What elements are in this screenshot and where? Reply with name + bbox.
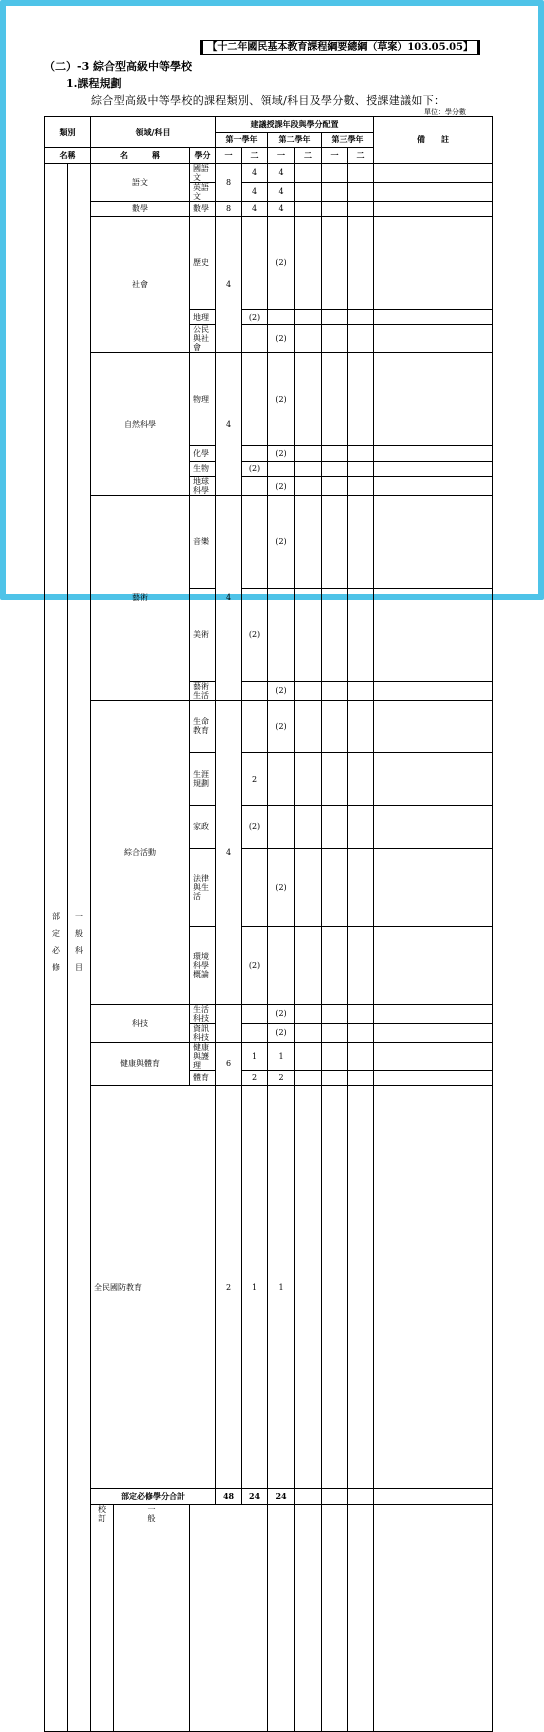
semester-cell: 2 [242, 753, 268, 806]
semester-cell: 2 [268, 1070, 295, 1086]
total-credits: 48 [216, 1489, 242, 1505]
unit-label: 單位：學分數 [424, 108, 466, 116]
semester-cell [268, 926, 295, 1004]
subject-cell: 歷史 [190, 217, 216, 310]
header-sem: 二 [242, 148, 268, 164]
semester-cell: (2) [268, 477, 295, 496]
domain-social: 社會 [91, 217, 190, 353]
category-school-general: 一般 [114, 1504, 190, 1731]
semester-cell: 4 [242, 163, 268, 182]
total-semester: 24 [242, 1489, 268, 1505]
document-header: 【十二年國民基本教育課程綱要總綱（草案）103.05.05】 [200, 40, 480, 55]
domain-arts: 藝術 [91, 496, 190, 701]
semester-cell: (2) [268, 700, 295, 753]
semester-cell: 4 [242, 182, 268, 201]
subject-cell: 地理 [190, 309, 216, 325]
subject-cell: 英語文 [190, 182, 216, 201]
subject-cell: 體育 [190, 1070, 216, 1086]
header-sem: 一 [322, 148, 348, 164]
credits-cell: 4 [216, 353, 242, 496]
semester-cell: (2) [242, 461, 268, 477]
semester-cell: (2) [242, 309, 268, 325]
subject-cell: 公民與社會 [190, 325, 216, 353]
semester-cell: (2) [268, 1023, 295, 1042]
header-sem: 二 [348, 148, 374, 164]
total-semester: 24 [268, 1489, 295, 1505]
semester-cell: (2) [268, 1004, 295, 1023]
semester-cell [242, 496, 268, 589]
semester-cell [268, 588, 295, 681]
semester-cell: 2 [242, 1070, 268, 1086]
subject-cell: 化學 [190, 446, 216, 462]
header-sem: 二 [295, 148, 322, 164]
semester-cell [268, 753, 295, 806]
subject-cell: 地球科學 [190, 477, 216, 496]
subject-cell: 法律與生活 [190, 849, 216, 927]
semester-cell [242, 700, 268, 753]
semester-cell: (2) [268, 325, 295, 353]
header-domain: 領域/科目 [91, 117, 216, 148]
domain-health: 健康與體育 [91, 1042, 190, 1086]
header-year3: 第三學年 [322, 132, 374, 148]
subject-cell: 生物 [190, 461, 216, 477]
subject-cell: 環境科學概論 [190, 926, 216, 1004]
subject-cell: 資訊科技 [190, 1023, 216, 1042]
subject-cell: 國語文 [190, 163, 216, 182]
course-table [44, 116, 493, 1732]
semester-cell: (2) [242, 926, 268, 1004]
credits-cell: 6 [216, 1042, 242, 1086]
semester-cell: (2) [268, 446, 295, 462]
semester-cell: 4 [268, 182, 295, 201]
subject-cell: 生命教育 [190, 700, 216, 753]
header-category: 類別 [45, 117, 91, 148]
semester-cell: (2) [268, 353, 295, 446]
category-general: 一般科目 [68, 163, 91, 1731]
semester-cell: (2) [268, 849, 295, 927]
subject-cell: 美術 [190, 588, 216, 681]
domain-math: 數學 [91, 201, 190, 217]
subject-cell: 數學 [190, 201, 216, 217]
semester-cell: 1 [242, 1042, 268, 1070]
category-school: 校訂 [91, 1504, 114, 1731]
subject-cell: 物理 [190, 353, 216, 446]
credits-cell: 8 [216, 201, 242, 217]
subject-cell: 健康與護理 [190, 1042, 216, 1070]
domain-tech: 科技 [91, 1004, 190, 1042]
semester-cell [242, 849, 268, 927]
credits-cell: 4 [216, 217, 242, 353]
credits-cell: 8 [216, 163, 242, 201]
semester-cell: 1 [268, 1086, 295, 1489]
semester-cell: (2) [242, 588, 268, 681]
semester-cell [242, 353, 268, 446]
semester-cell: 1 [268, 1042, 295, 1070]
semester-cell [242, 1023, 268, 1042]
semester-cell: (2) [268, 496, 295, 589]
header-sem: 一 [268, 148, 295, 164]
total-label: 部定必修學分合計 [91, 1489, 216, 1505]
domain-integrative: 綜合活動 [91, 700, 190, 1004]
intro-text: 綜合型高級中等學校的課程類別、領域/科目及學分數、授課建議如下： [91, 94, 446, 107]
semester-cell [242, 1004, 268, 1023]
semester-cell [268, 309, 295, 325]
header-name-2: 名 稱 [91, 148, 190, 164]
subject-cell: 音樂 [190, 496, 216, 589]
section-subtitle: 1.課程規劃 [66, 77, 122, 90]
semester-cell: 4 [242, 201, 268, 217]
header-remark: 備 註 [374, 117, 493, 164]
semester-cell: (2) [268, 681, 295, 700]
header-name: 名稱 [45, 148, 91, 164]
header-year1: 第一學年 [216, 132, 268, 148]
semester-cell: 1 [242, 1086, 268, 1489]
subject-cell: 生活科技 [190, 1004, 216, 1023]
semester-cell [242, 217, 268, 310]
semester-cell [242, 477, 268, 496]
header-year2: 第二學年 [268, 132, 322, 148]
semester-cell: (2) [268, 217, 295, 310]
header-sem: 一 [216, 148, 242, 164]
semester-cell [242, 681, 268, 700]
domain-language: 語文 [91, 163, 190, 201]
credits-cell: 4 [216, 700, 242, 1004]
header-credits: 學分 [190, 148, 216, 164]
domain-defense: 全民國防教育 [91, 1086, 216, 1489]
semester-cell [268, 805, 295, 848]
subject-cell: 家政 [190, 805, 216, 848]
semester-cell [242, 325, 268, 353]
subject-cell: 藝術生活 [190, 681, 216, 700]
credits-cell: 4 [216, 496, 242, 701]
section-title: （二）-3 綜合型高級中等學校 [44, 60, 193, 73]
semester-cell: 4 [268, 163, 295, 182]
subject-cell: 生涯規劃 [190, 753, 216, 806]
category-required: 部定必修 [45, 163, 68, 1731]
semester-cell [268, 461, 295, 477]
semester-cell [242, 446, 268, 462]
domain-science: 自然科學 [91, 353, 190, 496]
credits-cell: 2 [216, 1086, 242, 1489]
semester-cell: (2) [242, 805, 268, 848]
header-plan: 建議授課年段與學分配置 [216, 117, 374, 133]
semester-cell: 4 [268, 201, 295, 217]
